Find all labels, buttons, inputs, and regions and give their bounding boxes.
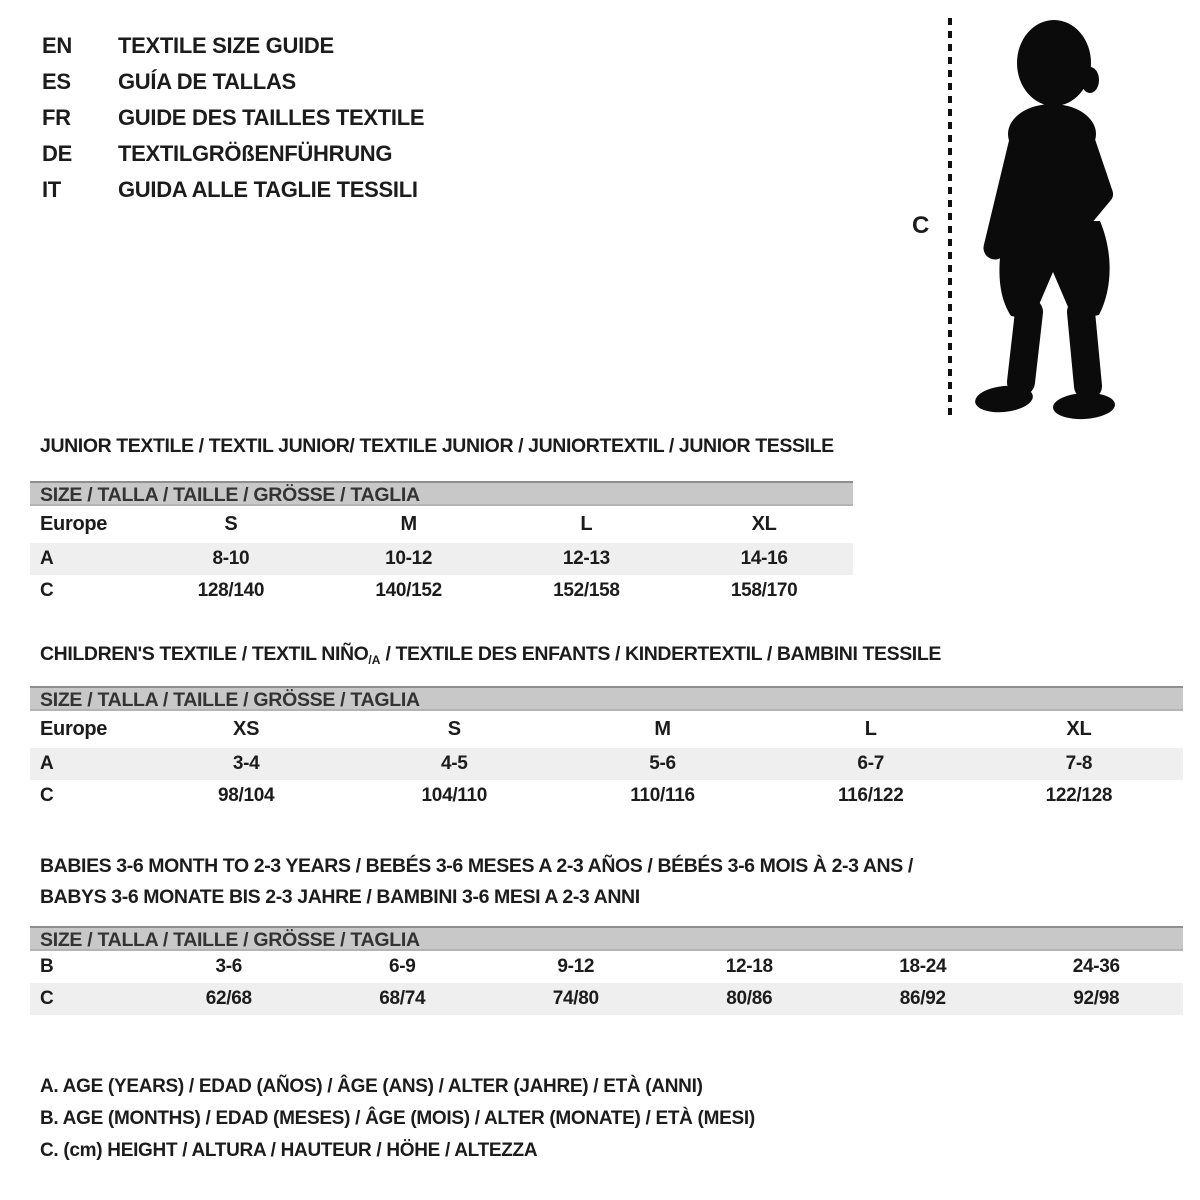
value-cell: 80/86 xyxy=(726,988,773,1009)
value-cell: 12-13 xyxy=(562,548,610,569)
value-cell: 152/158 xyxy=(553,580,620,601)
junior-height-row xyxy=(30,575,853,607)
row-label: C xyxy=(40,785,54,806)
value-cell: 14-16 xyxy=(740,548,788,569)
babies-months-row xyxy=(30,951,1183,983)
value-cell: 122/128 xyxy=(1045,785,1113,806)
legend-line-c: C. (cm) HEIGHT / ALTURA / HAUTEUR / HÖHE / ALTEZZA xyxy=(40,1140,538,1161)
value-cell: 116/122 xyxy=(837,785,904,806)
legend-line-b: B. AGE (MONTHS) / EDAD (MESES) / ÂGE (MOIS) / ALTER (MONATE) / ETÀ (MESI) xyxy=(40,1108,755,1129)
size-cell: M xyxy=(654,718,671,740)
babies-size-header-bar: SIZE / TALLA / TAILLE / GRÖSSE / TAGLIA xyxy=(30,926,1183,951)
junior-size-header-bar: SIZE / TALLA / TAILLE / GRÖSSE / TAGLIA xyxy=(30,481,853,506)
value-cell: 7-8 xyxy=(1065,753,1093,774)
junior-age-row xyxy=(30,543,853,575)
row-label: A xyxy=(40,548,54,569)
babies-title-line1: BABIES 3-6 MONTH TO 2-3 YEARS / BEBÉS 3-6 MESES A 2-3 AÑOS / BÉBÉS 3-6 MOIS À 2-3 ANS / xyxy=(40,855,913,877)
children-height-row xyxy=(30,780,1183,812)
value-cell: 68/74 xyxy=(379,988,426,1009)
language-row-fr xyxy=(42,100,424,136)
size-cell: S xyxy=(447,718,461,740)
value-cell: 6-7 xyxy=(857,753,884,774)
size-cell: M xyxy=(400,513,417,535)
row-label: Europe xyxy=(40,718,108,740)
babies-height-row xyxy=(30,983,1183,1015)
language-row-es xyxy=(42,64,424,100)
value-cell: 24-36 xyxy=(1072,956,1120,977)
language-row-it xyxy=(42,172,424,208)
value-cell: 3-6 xyxy=(215,956,243,977)
toddler-silhouette-icon xyxy=(966,16,1138,420)
row-label: Europe xyxy=(40,513,108,535)
size-cell: L xyxy=(580,513,593,535)
size-cell: L xyxy=(864,718,877,740)
language-title: TEXTILGRÖßENFÜHRUNG xyxy=(118,141,393,166)
babies-size-table xyxy=(30,926,1183,1015)
value-cell: 18-24 xyxy=(899,956,947,977)
value-cell: 4-5 xyxy=(441,753,468,774)
children-size-row xyxy=(30,711,1183,748)
value-cell: 128/140 xyxy=(197,580,265,601)
legend-line-a: A. AGE (YEARS) / EDAD (AÑOS) / ÂGE (ANS) / ALTER (JAHRE) / ETÀ (ANNI) xyxy=(40,1076,703,1097)
row-label: A xyxy=(40,753,54,774)
value-cell: 86/92 xyxy=(899,988,946,1009)
language-code: EN xyxy=(42,33,72,58)
row-label: C xyxy=(40,580,54,601)
value-cell: 12-18 xyxy=(725,956,773,977)
value-cell: 140/152 xyxy=(375,580,442,601)
measurement-legend xyxy=(40,1071,755,1167)
language-code: FR xyxy=(42,105,71,130)
language-title: GUÍA DE TALLAS xyxy=(118,69,296,94)
children-title-post: / TEXTILE DES ENFANTS / KINDERTEXTIL / BAMBINI TESSILE xyxy=(380,643,941,665)
value-cell: 62/68 xyxy=(205,988,252,1009)
children-section-title xyxy=(40,643,941,667)
babies-section-title xyxy=(40,851,913,913)
value-cell: 10-12 xyxy=(385,548,433,569)
language-title: GUIDE DES TAILLES TEXTILE xyxy=(118,105,425,130)
children-size-table xyxy=(30,686,1183,812)
size-cell: S xyxy=(224,513,238,535)
junior-size-row xyxy=(30,506,853,543)
row-label: C xyxy=(40,988,54,1009)
junior-size-table xyxy=(30,481,853,607)
children-size-header-bar: SIZE / TALLA / TAILLE / GRÖSSE / TAGLIA xyxy=(30,686,1183,711)
value-cell: 110/116 xyxy=(630,785,695,806)
children-title-pre: CHILDREN'S TEXTILE / TEXTIL NIÑO xyxy=(40,643,369,665)
size-cell: XS xyxy=(233,718,260,740)
children-age-row xyxy=(30,748,1183,780)
children-title-subscript: /A xyxy=(368,653,381,667)
language-code: ES xyxy=(42,69,71,94)
value-cell: 104/110 xyxy=(421,785,488,806)
value-cell: 98/104 xyxy=(217,785,275,806)
language-code: IT xyxy=(42,177,61,202)
size-cell: XL xyxy=(751,513,777,535)
junior-section-title: JUNIOR TEXTILE / TEXTIL JUNIOR/ TEXTILE JUNIOR / JUNIORTEXTIL / JUNIOR TESSILE xyxy=(40,435,834,457)
value-cell: 92/98 xyxy=(1073,988,1120,1009)
babies-title-line2: BABYS 3-6 MONATE BIS 2-3 JAHRE / BAMBINI 3-6 MESI A 2-3 ANNI xyxy=(40,886,640,908)
language-code: DE xyxy=(42,141,72,166)
language-title: GUIDA ALLE TAGLIE TESSILI xyxy=(118,177,418,202)
value-cell: 74/80 xyxy=(552,988,599,1009)
value-cell: 9-12 xyxy=(557,956,595,977)
size-cell: XL xyxy=(1066,718,1092,740)
value-cell: 6-9 xyxy=(388,956,416,977)
row-label: B xyxy=(40,956,54,977)
height-measure-dashed-line xyxy=(948,18,952,416)
value-cell: 5-6 xyxy=(649,753,676,774)
language-row-en xyxy=(42,28,424,64)
language-row-de xyxy=(42,136,424,172)
language-title-list xyxy=(42,28,424,208)
language-title: TEXTILE SIZE GUIDE xyxy=(118,33,334,58)
value-cell: 158/170 xyxy=(730,580,798,601)
value-cell: 3-4 xyxy=(232,753,260,774)
value-cell: 8-10 xyxy=(212,548,250,569)
height-measure-label: C xyxy=(912,212,930,239)
